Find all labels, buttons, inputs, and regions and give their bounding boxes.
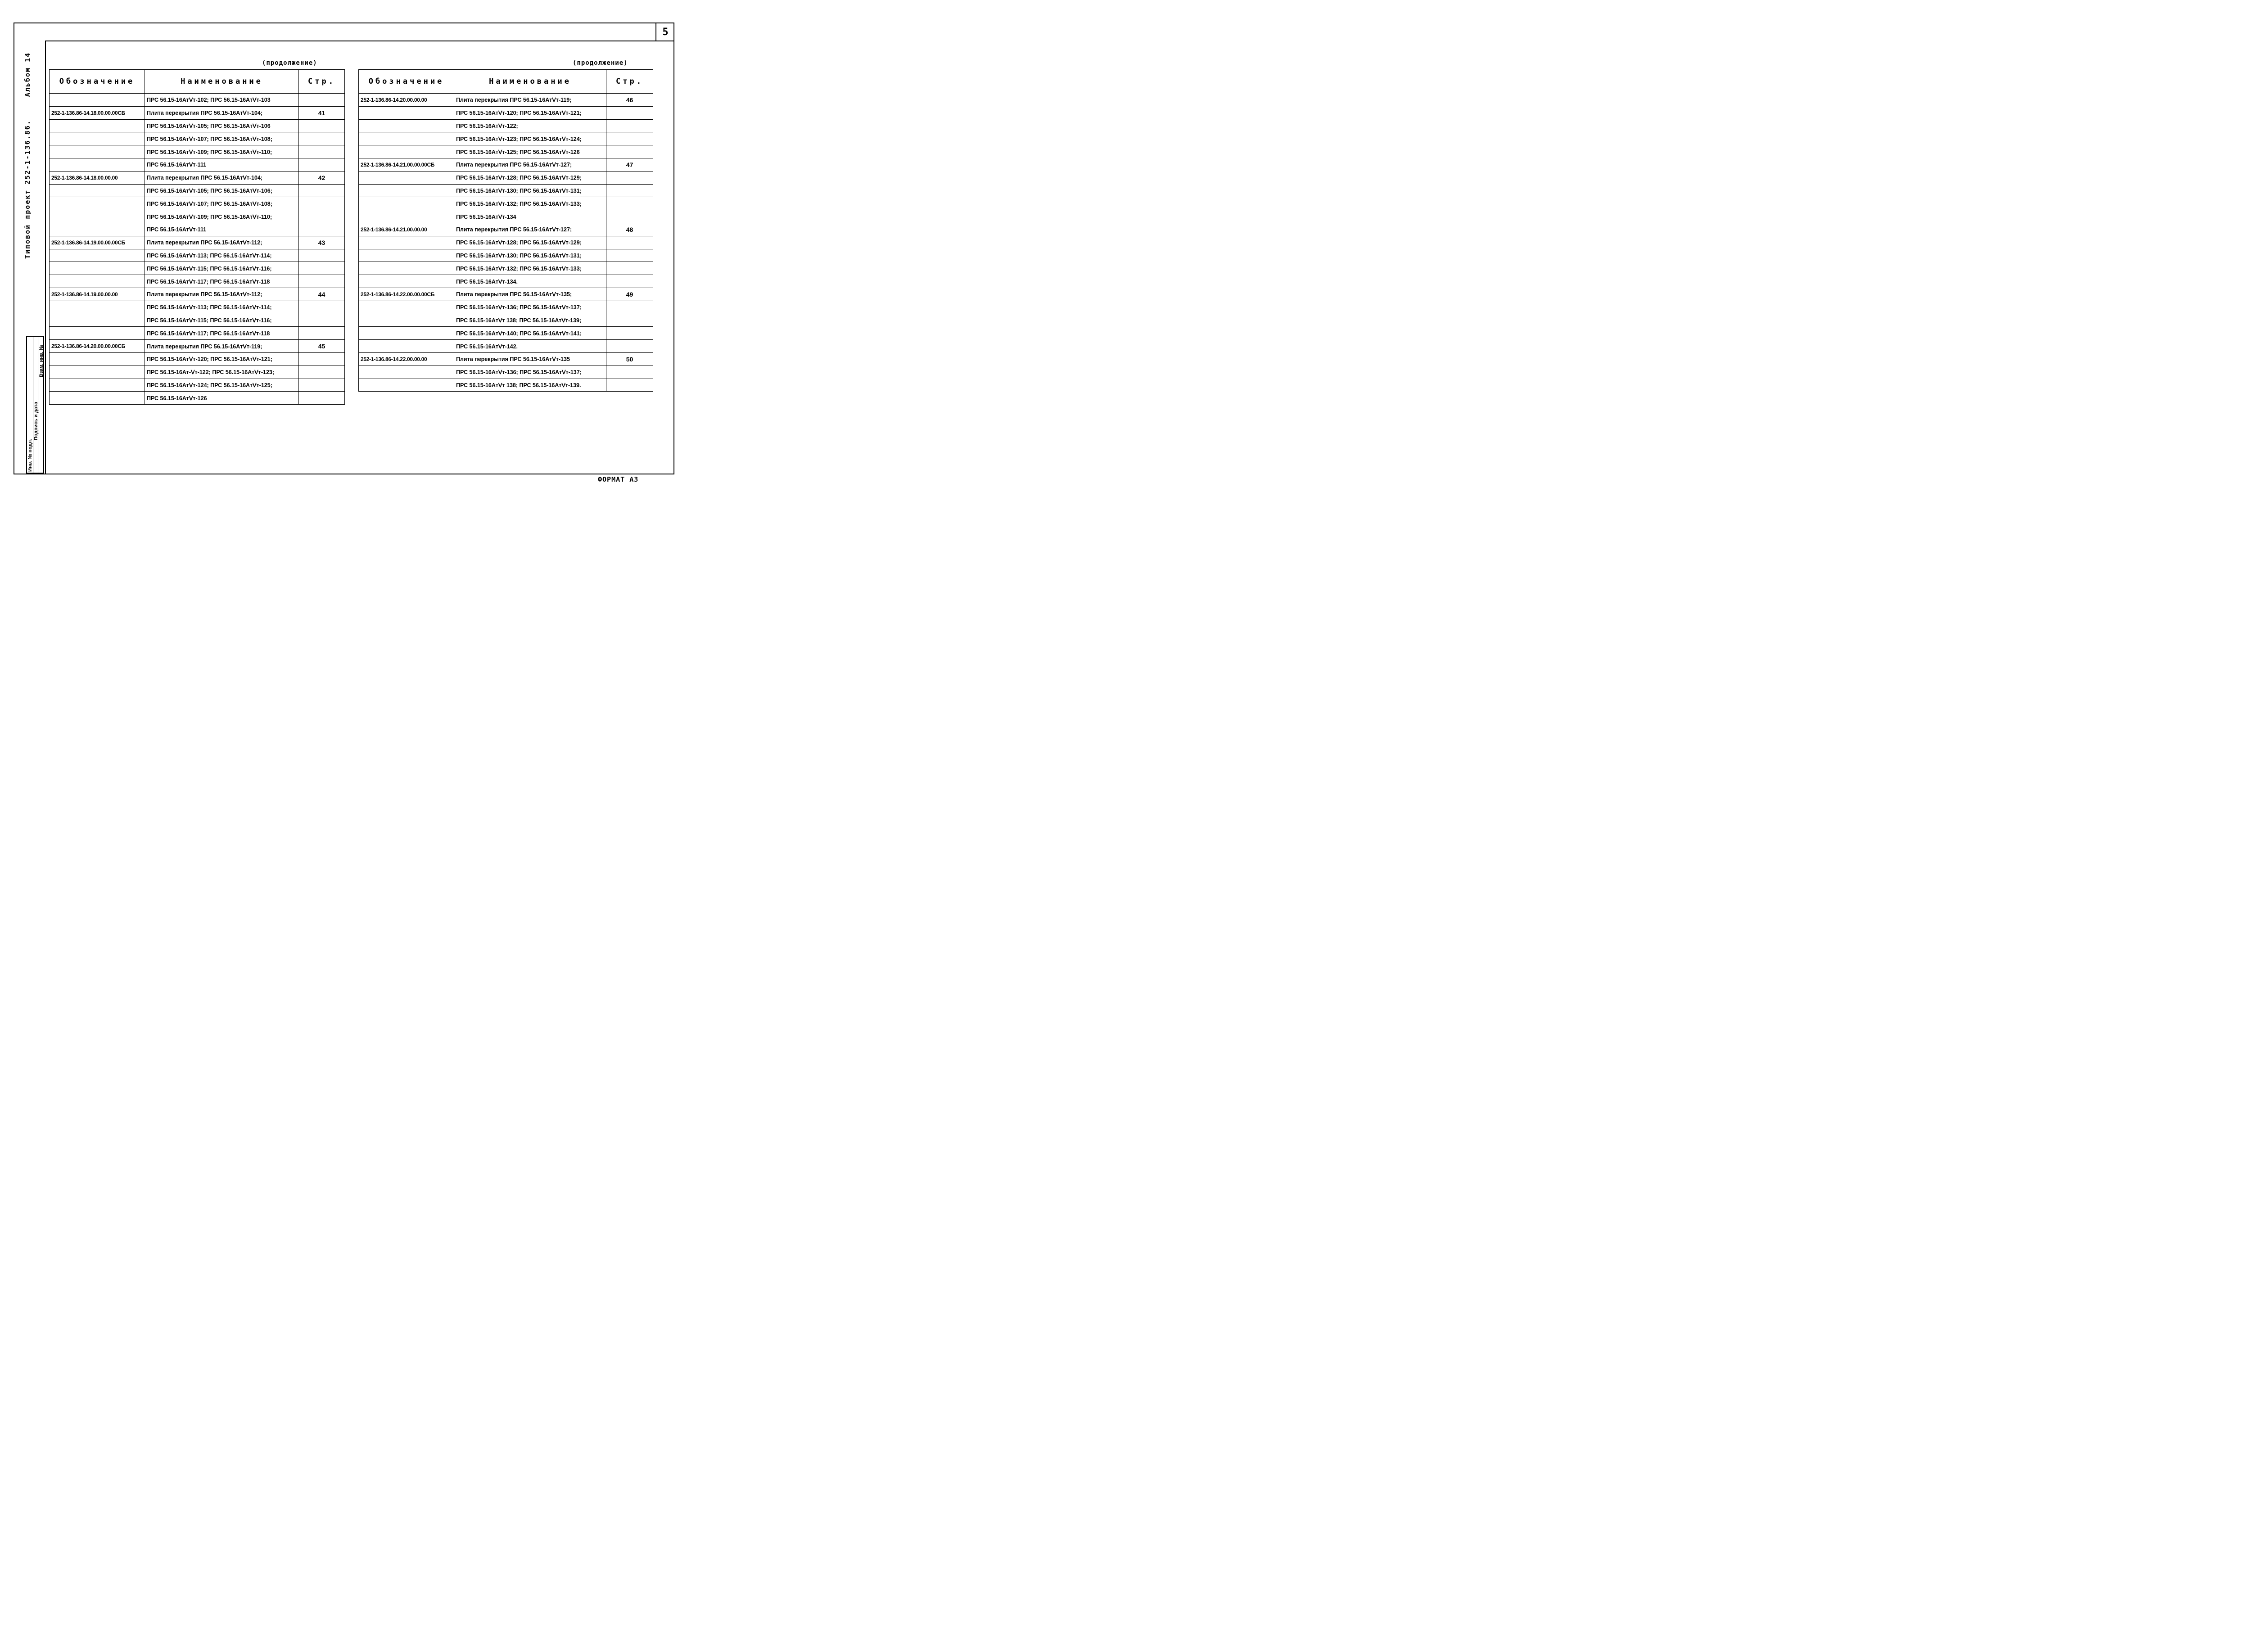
side-title	[23, 52, 32, 259]
cell-page: 45	[299, 340, 345, 353]
table-row	[50, 94, 345, 107]
table-row	[50, 275, 345, 288]
cell-name: ПРС 56.15-16АтⅤт 138; ПРС 56.15-16АтⅤт-139;	[454, 314, 606, 327]
header-code: Обозначение	[359, 70, 454, 94]
cell-page	[606, 340, 653, 353]
cell-name: ПРС 56.15-16АтⅤт-128; ПРС 56.15-16АтⅤт-129;	[454, 171, 606, 184]
cell-code: 252-1-136.86-14.22.00.00.00	[359, 352, 454, 366]
left-spec-table	[49, 69, 345, 405]
table-row	[359, 119, 653, 132]
cell-code	[50, 262, 145, 275]
table-row	[359, 145, 653, 158]
table-row	[50, 158, 345, 171]
table-row	[50, 392, 345, 405]
table-row	[359, 379, 653, 392]
cell-code	[50, 184, 145, 197]
table-row	[50, 197, 345, 210]
cell-code	[359, 145, 454, 158]
cell-name: ПРС 56.15-16АтⅤт-113; ПРС 56.15-16АтⅤт-114;	[145, 301, 299, 314]
cell-page	[299, 184, 345, 197]
table-row	[50, 352, 345, 366]
table-row	[50, 171, 345, 184]
cell-code: 252-1-136.86-14.18.00.00.00СБ	[50, 106, 145, 119]
table-row	[50, 223, 345, 236]
cell-code: 252-1-136.86-14.22.00.00.00СБ	[359, 288, 454, 301]
table-row	[359, 352, 653, 366]
cell-page	[299, 314, 345, 327]
table-header-row	[50, 70, 345, 94]
cell-page	[299, 301, 345, 314]
table-row	[359, 236, 653, 249]
table-row	[359, 366, 653, 379]
cell-page	[606, 197, 653, 210]
cell-name: Плита перекрытия ПРС 56.15-16АтⅤт-104;	[145, 106, 299, 119]
table-row	[359, 262, 653, 275]
right-continuation-label: (продолжение)	[573, 59, 628, 67]
cell-name: Плита перекрытия ПРС 56.15-16АтⅤт-127;	[454, 223, 606, 236]
page-number: 5	[655, 23, 674, 41]
header-page: Стр.	[299, 70, 345, 94]
cell-name: ПРС 56.15-16АтⅤт-107; ПРС 56.15-16АтⅤт-108;	[145, 132, 299, 145]
cell-code	[359, 106, 454, 119]
table-row	[359, 94, 653, 107]
cell-page	[606, 106, 653, 119]
cell-name: ПРС 56.15-16АтⅤт-134	[454, 210, 606, 223]
cell-name: ПРС 56.15-16АтⅤт-140; ПРС 56.15-16АтⅤт-141;	[454, 327, 606, 340]
cell-name: ПРС 56.15-16АтⅤт-142.	[454, 340, 606, 353]
table-row	[359, 314, 653, 327]
cell-name: Плита перекрытия ПРС 56.15-16АтⅤт-135;	[454, 288, 606, 301]
approval-stamp	[26, 336, 44, 474]
cell-page: 49	[606, 288, 653, 301]
cell-code	[359, 366, 454, 379]
table-row	[359, 171, 653, 184]
cell-code	[50, 327, 145, 340]
cell-name: ПРС 56.15-16АтⅤт-126	[145, 392, 299, 405]
cell-page	[299, 366, 345, 379]
table-row	[50, 340, 345, 353]
cell-code	[359, 132, 454, 145]
cell-code: 252-1-136.86-14.20.00.00.00СБ	[50, 340, 145, 353]
cell-code	[50, 119, 145, 132]
table-row	[50, 379, 345, 392]
project-title: Типовой проект 252-1-136.86.	[23, 120, 32, 259]
cell-name: ПРС 56.15-16АтⅤт-132; ПРС 56.15-16АтⅤт-133;	[454, 262, 606, 275]
cell-page	[299, 145, 345, 158]
cell-page: 43	[299, 236, 345, 249]
cell-page	[299, 119, 345, 132]
table-row	[359, 197, 653, 210]
cell-code: 252-1-136.86-14.21.00.00.00СБ	[359, 158, 454, 171]
cell-code	[50, 379, 145, 392]
table-row	[359, 184, 653, 197]
cell-page	[606, 210, 653, 223]
cell-name: ПРС 56.15-16АтⅤт-123; ПРС 56.15-16АтⅤт-124;	[454, 132, 606, 145]
cell-page	[299, 262, 345, 275]
cell-page	[299, 158, 345, 171]
cell-name: ПРС 56.15-16АтⅤт-130; ПРС 56.15-16АтⅤт-131;	[454, 249, 606, 262]
header-page: Стр.	[606, 70, 653, 94]
cell-name: ПРС 56.15-16АтⅤт-105; ПРС 56.15-16АтⅤт-106	[145, 119, 299, 132]
cell-page	[606, 145, 653, 158]
cell-name: ПРС 56.15-16АтⅤт-115; ПРС 56.15-16АтⅤт-116;	[145, 262, 299, 275]
cell-page	[606, 275, 653, 288]
table-row	[50, 106, 345, 119]
cell-code	[50, 223, 145, 236]
cell-name: Плита перекрытия ПРС 56.15-16АтⅤт-112;	[145, 288, 299, 301]
cell-code	[359, 171, 454, 184]
cell-name: ПРС 56.15-16АтⅤт-102; ПРС 56.15-16АтⅤт-103	[145, 94, 299, 107]
cell-code: 252-1-136.86-14.18.00.00.00	[50, 171, 145, 184]
cell-page	[606, 262, 653, 275]
cell-name: Плита перекрытия ПРС 56.15-16АтⅤт-119;	[454, 94, 606, 107]
cell-page	[606, 301, 653, 314]
cell-code: 252-1-136.86-14.19.00.00.00	[50, 288, 145, 301]
cell-name: ПРС 56.15-16АтⅤт-132; ПРС 56.15-16АтⅤт-133;	[454, 197, 606, 210]
cell-page	[606, 249, 653, 262]
cell-code	[359, 249, 454, 262]
stamp-signature-date: Подпись и дата	[33, 402, 39, 440]
cell-page: 44	[299, 288, 345, 301]
cell-page	[299, 327, 345, 340]
cell-name: ПРС 56.15-16АтⅤт-117; ПРС 56.15-16АтⅤт-118	[145, 275, 299, 288]
table-row	[359, 249, 653, 262]
cell-code	[50, 314, 145, 327]
cell-code	[359, 340, 454, 353]
cell-page	[606, 171, 653, 184]
cell-name: ПРС 56.15-16АтⅤт-136; ПРС 56.15-16АтⅤт-137;	[454, 366, 606, 379]
table-row	[359, 288, 653, 301]
cell-page	[299, 210, 345, 223]
cell-page	[299, 379, 345, 392]
cell-name: ПРС 56.15-16Ат-Ⅴт-122; ПРС 56.15-16АтⅤт-123;	[145, 366, 299, 379]
cell-name: ПРС 56.15-16АтⅤт-134.	[454, 275, 606, 288]
cell-name: ПРС 56.15-16АтⅤт-105; ПРС 56.15-16АтⅤт-106;	[145, 184, 299, 197]
cell-page	[606, 236, 653, 249]
cell-page	[606, 327, 653, 340]
cell-code	[359, 236, 454, 249]
table-row	[50, 210, 345, 223]
cell-code	[50, 158, 145, 171]
cell-code	[359, 184, 454, 197]
cell-page	[606, 132, 653, 145]
table-row	[50, 145, 345, 158]
table-row	[50, 327, 345, 340]
cell-page: 46	[606, 94, 653, 107]
cell-name: Плита перекрытия ПРС 56.15-16АтⅤт-127;	[454, 158, 606, 171]
table-row	[50, 249, 345, 262]
cell-page	[299, 275, 345, 288]
stamp-inv-no: Инв. № подл.	[27, 439, 33, 472]
table-row	[50, 119, 345, 132]
cell-name: ПРС 56.15-16АтⅤт-130; ПРС 56.15-16АтⅤт-131;	[454, 184, 606, 197]
table-row	[50, 236, 345, 249]
cell-code	[50, 352, 145, 366]
table-row	[359, 275, 653, 288]
stamp-replaced-inv: Взам. инв. №	[39, 344, 44, 377]
table-row	[50, 314, 345, 327]
table-row	[50, 301, 345, 314]
cell-code	[359, 314, 454, 327]
cell-code	[359, 301, 454, 314]
left-continuation-label: (продолжение)	[262, 59, 317, 67]
table-row	[359, 301, 653, 314]
table-row	[50, 288, 345, 301]
table-header-row	[359, 70, 653, 94]
cell-page	[606, 119, 653, 132]
cell-page	[606, 314, 653, 327]
table-row	[359, 327, 653, 340]
cell-name: ПРС 56.15-16АтⅤт-111	[145, 158, 299, 171]
cell-code: 252-1-136.86-14.20.00.00.00	[359, 94, 454, 107]
cell-code	[359, 379, 454, 392]
cell-code	[359, 197, 454, 210]
cell-code	[50, 210, 145, 223]
cell-page	[299, 223, 345, 236]
cell-code: 252-1-136.86-14.21.00.00.00	[359, 223, 454, 236]
cell-name: ПРС 56.15-16АтⅤт-109; ПРС 56.15-16АтⅤт-110;	[145, 145, 299, 158]
cell-code	[359, 210, 454, 223]
cell-page: 48	[606, 223, 653, 236]
cell-page: 47	[606, 158, 653, 171]
cell-code	[50, 94, 145, 107]
cell-page	[606, 366, 653, 379]
cell-code	[50, 249, 145, 262]
cell-name: ПРС 56.15-16АтⅤт-113; ПРС 56.15-16АтⅤт-114;	[145, 249, 299, 262]
cell-code	[50, 301, 145, 314]
cell-page: 50	[606, 352, 653, 366]
cell-code	[359, 262, 454, 275]
table-row	[50, 262, 345, 275]
cell-page	[299, 94, 345, 107]
format-label: ФОРМАТ А3	[598, 475, 639, 483]
table-row	[359, 132, 653, 145]
right-spec-table	[358, 69, 653, 392]
cell-page	[606, 184, 653, 197]
cell-name: ПРС 56.15-16АтⅤт-128; ПРС 56.15-16АтⅤт-129;	[454, 236, 606, 249]
header-name: Наименование	[454, 70, 606, 94]
cell-name: ПРС 56.15-16АтⅤт-111	[145, 223, 299, 236]
table-row	[359, 210, 653, 223]
cell-page	[299, 197, 345, 210]
cell-name: Плита перекрытия ПРС 56.15-16АтⅤт-135	[454, 352, 606, 366]
cell-page	[299, 392, 345, 405]
cell-name: ПРС 56.15-16АтⅤт-122;	[454, 119, 606, 132]
cell-name: Плита перекрытия ПРС 56.15-16АтⅤт-104;	[145, 171, 299, 184]
table-row	[359, 340, 653, 353]
cell-code	[50, 132, 145, 145]
table-row	[359, 106, 653, 119]
cell-page: 41	[299, 106, 345, 119]
cell-name: Плита перекрытия ПРС 56.15-16АтⅤт-119;	[145, 340, 299, 353]
cell-name: ПРС 56.15-16АтⅤт-136; ПРС 56.15-16АтⅤт-137;	[454, 301, 606, 314]
cell-code	[50, 275, 145, 288]
cell-code: 252-1-136.86-14.19.00.00.00СБ	[50, 236, 145, 249]
cell-code	[359, 275, 454, 288]
cell-code	[359, 327, 454, 340]
cell-page	[299, 352, 345, 366]
table-row	[50, 132, 345, 145]
cell-code	[359, 119, 454, 132]
cell-name: ПРС 56.15-16АтⅤт-125; ПРС 56.15-16АтⅤт-126	[454, 145, 606, 158]
cell-name: ПРС 56.15-16АтⅤт-109; ПРС 56.15-16АтⅤт-110;	[145, 210, 299, 223]
cell-page	[606, 379, 653, 392]
header-code: Обозначение	[50, 70, 145, 94]
cell-page	[299, 249, 345, 262]
cell-name: ПРС 56.15-16АтⅤт-117; ПРС 56.15-16АтⅤт-118	[145, 327, 299, 340]
cell-code	[50, 392, 145, 405]
table-row	[359, 223, 653, 236]
cell-name: ПРС 56.15-16АтⅤт-120; ПРС 56.15-16АтⅤт-121;	[145, 352, 299, 366]
table-row	[50, 184, 345, 197]
cell-code	[50, 145, 145, 158]
cell-name: Плита перекрытия ПРС 56.15-16АтⅤт-112;	[145, 236, 299, 249]
cell-code	[50, 197, 145, 210]
header-name: Наименование	[145, 70, 299, 94]
table-row	[359, 158, 653, 171]
cell-name: ПРС 56.15-16АтⅤт-124; ПРС 56.15-16АтⅤт-125;	[145, 379, 299, 392]
cell-code	[50, 366, 145, 379]
cell-name: ПРС 56.15-16АтⅤт-107; ПРС 56.15-16АтⅤт-108;	[145, 197, 299, 210]
cell-name: ПРС 56.15-16АтⅤт-115; ПРС 56.15-16АтⅤт-116;	[145, 314, 299, 327]
cell-name: ПРС 56.15-16АтⅤт 138; ПРС 56.15-16АтⅤт-139.	[454, 379, 606, 392]
cell-page	[299, 132, 345, 145]
cell-page: 42	[299, 171, 345, 184]
album-label: Альбом 14	[23, 52, 32, 97]
table-row	[50, 366, 345, 379]
cell-name: ПРС 56.15-16АтⅤт-120; ПРС 56.15-16АтⅤт-121;	[454, 106, 606, 119]
